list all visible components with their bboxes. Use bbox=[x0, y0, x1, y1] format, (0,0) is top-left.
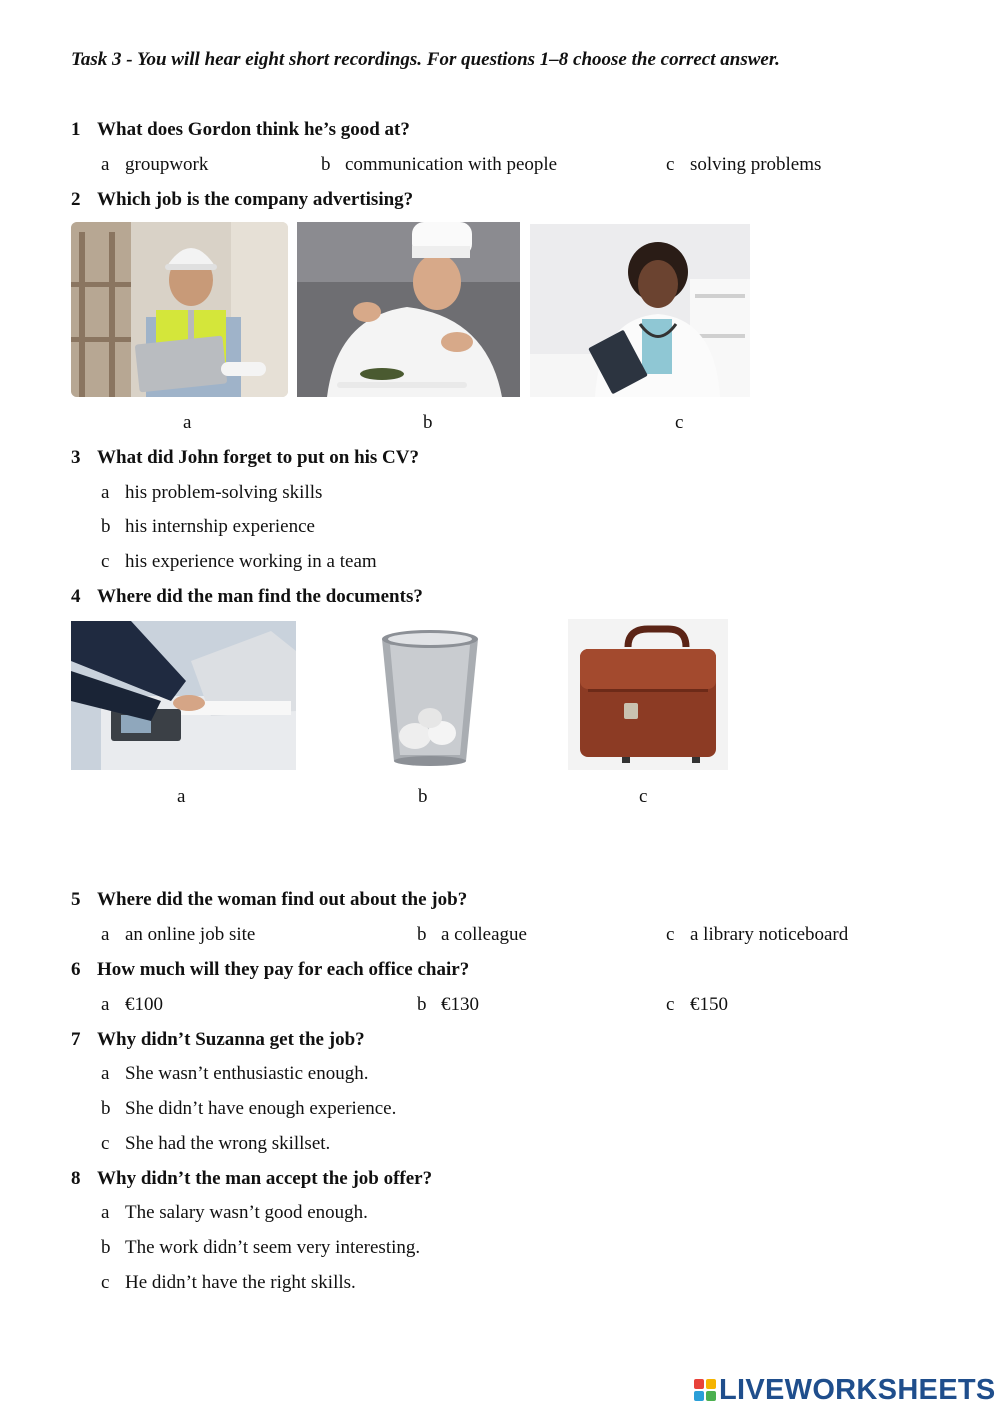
option-letter: a bbox=[101, 1202, 110, 1223]
option-letter: c bbox=[101, 551, 110, 572]
option-letter: a bbox=[101, 1063, 110, 1084]
question-6 bbox=[71, 959, 469, 981]
q4-image-b-label: b bbox=[418, 786, 428, 807]
logo-mark-icon bbox=[694, 1379, 716, 1401]
option-text: She wasn’t enthusiastic enough. bbox=[125, 1063, 369, 1084]
question-text: Where did the woman find out about the job? bbox=[97, 889, 468, 910]
question-text: What did John forget to put on his CV? bbox=[97, 447, 419, 468]
option-text: solving problems bbox=[690, 154, 822, 175]
doctor-photo[interactable] bbox=[530, 224, 750, 397]
briefcase-photo[interactable] bbox=[568, 619, 728, 770]
option-text: an online job site bbox=[125, 924, 256, 945]
q8-option-b[interactable] bbox=[101, 1237, 420, 1259]
q2-image-a-label: a bbox=[183, 412, 192, 433]
question-text: Which job is the company advertising? bbox=[97, 189, 414, 210]
option-letter: a bbox=[101, 924, 110, 945]
q6-option-a[interactable] bbox=[101, 994, 163, 1016]
q4-image-a-label: a bbox=[177, 786, 186, 807]
option-text: communication with people bbox=[345, 154, 558, 175]
option-text: She had the wrong skillset. bbox=[125, 1133, 331, 1154]
option-letter: b bbox=[101, 1098, 111, 1119]
question-number: 2 bbox=[71, 189, 81, 210]
q2-image-b-label: b bbox=[423, 412, 433, 433]
option-letter: b bbox=[101, 516, 111, 537]
question-3 bbox=[71, 447, 419, 469]
question-number: 3 bbox=[71, 447, 81, 468]
photocopier-photo[interactable] bbox=[71, 621, 296, 770]
question-text: How much will they pay for each office chair? bbox=[97, 959, 470, 980]
q5-option-c[interactable] bbox=[666, 924, 848, 946]
q6-option-b[interactable] bbox=[417, 994, 479, 1016]
q7-option-b[interactable] bbox=[101, 1098, 396, 1120]
q1-option-c[interactable] bbox=[666, 154, 821, 176]
q1-option-b[interactable] bbox=[321, 154, 557, 176]
option-letter: a bbox=[101, 994, 110, 1015]
construction-engineer-photo[interactable] bbox=[71, 222, 288, 397]
option-letter: a bbox=[101, 154, 110, 175]
question-number: 7 bbox=[71, 1029, 81, 1050]
q8-option-a[interactable] bbox=[101, 1202, 368, 1224]
option-letter: b bbox=[417, 924, 427, 945]
chef-photo[interactable] bbox=[297, 222, 520, 397]
option-letter: b bbox=[417, 994, 427, 1015]
q3-option-a[interactable] bbox=[101, 482, 322, 504]
q3-option-c[interactable] bbox=[101, 551, 377, 573]
option-text: She didn’t have enough experience. bbox=[125, 1098, 397, 1119]
question-number: 6 bbox=[71, 959, 81, 980]
option-letter: c bbox=[666, 924, 675, 945]
question-1 bbox=[71, 119, 410, 141]
question-text: What does Gordon think he’s good at? bbox=[97, 119, 410, 140]
option-text: The work didn’t seem very interesting. bbox=[125, 1237, 421, 1258]
option-letter: c bbox=[666, 994, 675, 1015]
q5-option-b[interactable] bbox=[417, 924, 527, 946]
option-letter: a bbox=[101, 482, 110, 503]
option-text: a colleague bbox=[441, 924, 527, 945]
question-7 bbox=[71, 1029, 365, 1051]
task-title: Task 3 - You will hear eight short recordings. For questions 1–8 choose the correct answer. bbox=[71, 49, 780, 70]
option-letter: c bbox=[666, 154, 675, 175]
option-text: his internship experience bbox=[125, 516, 315, 537]
q8-option-c[interactable] bbox=[101, 1272, 356, 1294]
option-text: €100 bbox=[125, 994, 163, 1015]
q7-option-a[interactable] bbox=[101, 1063, 368, 1085]
question-text: Why didn’t Suzanna get the job? bbox=[97, 1029, 365, 1050]
q7-option-c[interactable] bbox=[101, 1133, 330, 1155]
option-text: The salary wasn’t good enough. bbox=[125, 1202, 368, 1223]
option-letter: b bbox=[101, 1237, 111, 1258]
question-text: Why didn’t the man accept the job offer? bbox=[97, 1168, 433, 1189]
q5-option-a[interactable] bbox=[101, 924, 255, 946]
option-text: €150 bbox=[690, 994, 728, 1015]
option-text: a library noticeboard bbox=[690, 924, 849, 945]
option-text: €130 bbox=[441, 994, 479, 1015]
question-number: 1 bbox=[71, 119, 81, 140]
q6-option-c[interactable] bbox=[666, 994, 728, 1016]
question-number: 4 bbox=[71, 586, 81, 607]
option-text: He didn’t have the right skills. bbox=[125, 1272, 356, 1293]
question-4 bbox=[71, 586, 423, 608]
question-5 bbox=[71, 889, 467, 911]
q1-option-a[interactable] bbox=[101, 154, 208, 176]
question-8 bbox=[71, 1168, 432, 1190]
option-text: groupwork bbox=[125, 154, 209, 175]
question-number: 5 bbox=[71, 889, 81, 910]
option-letter: b bbox=[321, 154, 331, 175]
q2-image-c-label: c bbox=[675, 412, 684, 433]
logo-wordmark: LIVEWORKSHEETS bbox=[719, 1373, 996, 1406]
question-text: Where did the man find the documents? bbox=[97, 586, 423, 607]
option-letter: c bbox=[101, 1133, 110, 1154]
q4-image-c-label: c bbox=[639, 786, 648, 807]
option-letter: c bbox=[101, 1272, 110, 1293]
option-text: his problem-solving skills bbox=[125, 482, 323, 503]
question-2 bbox=[71, 189, 413, 211]
option-text: his experience working in a team bbox=[125, 551, 377, 572]
wastepaper-bin-photo[interactable] bbox=[370, 621, 490, 770]
liveworksheets-logo[interactable] bbox=[694, 1374, 996, 1406]
question-number: 8 bbox=[71, 1168, 81, 1189]
q3-option-b[interactable] bbox=[101, 516, 315, 538]
